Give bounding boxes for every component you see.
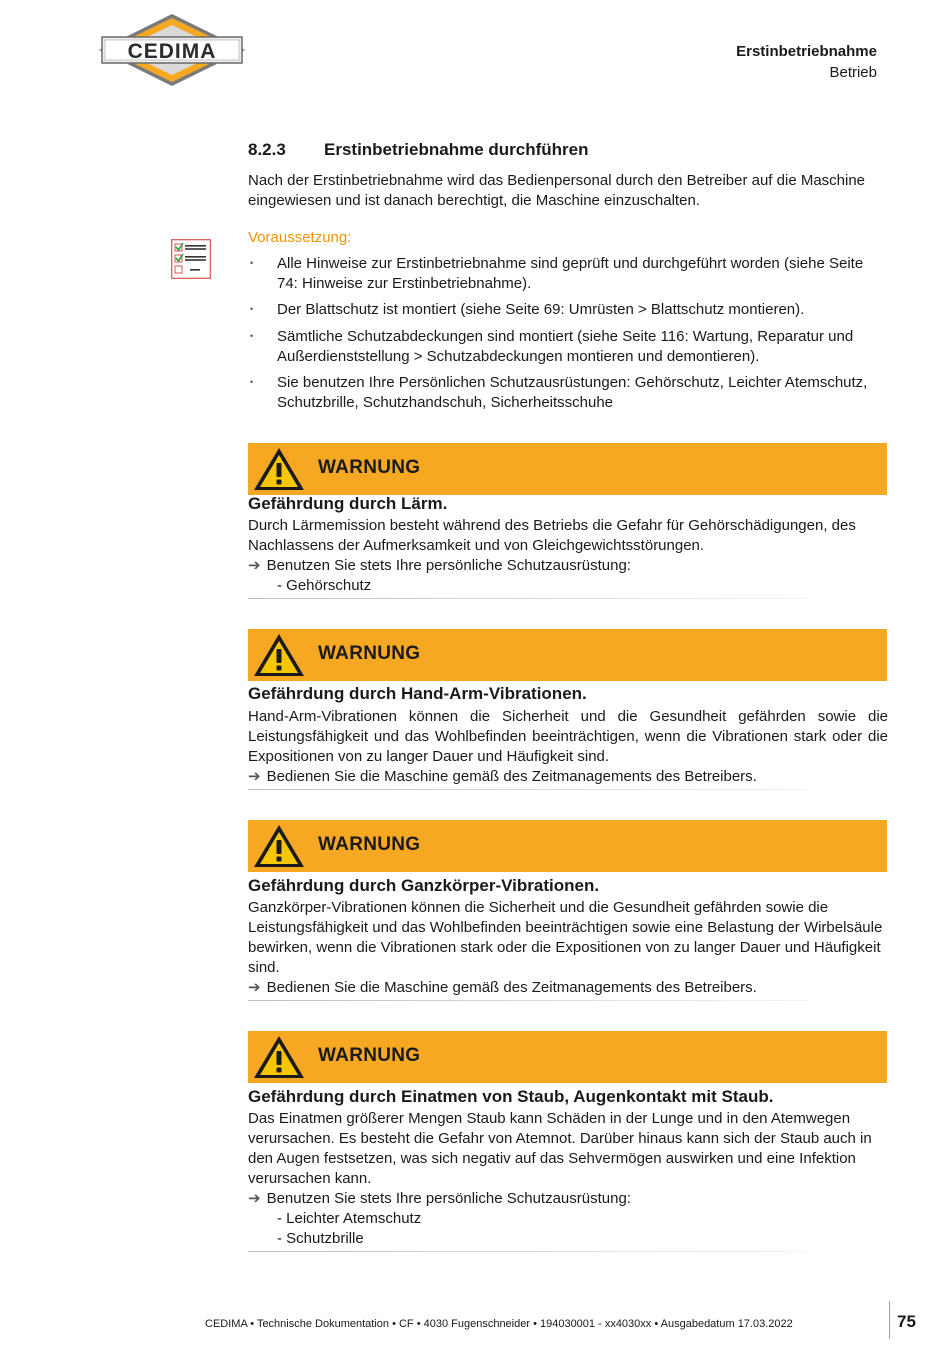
section-title: Erstinbetriebnahme durchführen: [324, 140, 589, 159]
warning-triangle-icon: [252, 632, 306, 678]
warning-sub-item: - Schutzbrille: [277, 1230, 364, 1247]
logo-text: CEDIMA: [127, 40, 217, 63]
separator: [248, 598, 808, 599]
warning-action: [248, 767, 757, 787]
page-number: 75: [897, 1312, 916, 1331]
footer-divider: [889, 1301, 890, 1339]
warning-triangle-icon: [252, 446, 306, 492]
footer-text: CEDIMA • Technische Dokumentation • CF • 4030 Fugenschneider • 194030001 - xx4030xx • Ausgabedatum 17.03.2022: [205, 1318, 793, 1330]
arrow-right-icon: ➔: [248, 979, 261, 996]
separator: [248, 1000, 808, 1001]
warning-label: WARNUNG: [318, 457, 421, 478]
section-number: 8.2.3: [248, 140, 286, 159]
prerequisite-item: Alle Hinweise zur Erstinbetriebnahme sind geprüft und durchgeführt worden (siehe Seite 74: Hinweise zur Erstinbetriebnahme).: [277, 255, 864, 292]
warning-triangle-icon: [252, 1034, 306, 1080]
warning-heading: Gefährdung durch Einatmen von Staub, Augenkontakt mit Staub.: [248, 1087, 774, 1106]
bullet-icon: •: [250, 304, 254, 314]
arrow-right-icon: ➔: [248, 557, 261, 574]
warning-heading: Gefährdung durch Lärm.: [248, 494, 448, 513]
arrow-right-icon: ➔: [248, 1190, 261, 1207]
separator: [248, 1251, 808, 1252]
warning-label: WARNUNG: [318, 643, 421, 664]
bullet-icon: •: [250, 258, 254, 268]
header-title: Erstinbetriebnahme: [736, 43, 877, 60]
warning-action-text: Benutzen Sie stets Ihre persönliche Schutzausrüstung:: [266, 557, 631, 574]
warning-action: [248, 556, 631, 576]
section-intro: Nach der Erstinbetriebnahme wird das Bedienpersonal durch den Betreiber auf die Maschine eingewiesen und ist danach berechtigt, die Maschine einzuschalten.: [248, 172, 866, 209]
cedima-logo: [98, 13, 246, 87]
warning-action: [248, 978, 757, 998]
prerequisite-item: Sämtliche Schutzabdeckungen sind montiert (siehe Seite 116: Wartung, Reparatur und Außerdienststellung > Schutzabdeckungen montieren und demontieren).: [277, 328, 854, 365]
warning-text: Ganzkörper-Vibrationen können die Sicherheit und die Gesundheit gefährden sowie die Leistungsfähigkeit und das Wohlbefinden beeinträchtigen sowie eine Belastung der Wirbelsäule bewirken, wenn die Vibrationen stark oder die Expositionen von zu langer Dauer und Häufigkeit sind.: [248, 899, 883, 976]
header-subtitle: Betrieb: [829, 64, 877, 81]
warning-text: Durch Lärmemission besteht während des Betriebs die Gefahr für Gehörschädigungen, des Nachlassens der Aufmerksamkeit und von Gleichgewichtsstörungen.: [248, 517, 856, 554]
warning-bar: [248, 820, 887, 872]
warning-action: [248, 1189, 631, 1209]
warning-sub-item: - Gehörschutz: [277, 577, 372, 594]
bullet-icon: •: [250, 331, 254, 341]
warning-bar: [248, 629, 887, 681]
warning-label: WARNUNG: [318, 1045, 421, 1066]
prerequisite-item: Der Blattschutz ist montiert (siehe Seite 69: Umrüsten > Blattschutz montieren).: [277, 301, 805, 318]
warning-action-text: Benutzen Sie stets Ihre persönliche Schutzausrüstung:: [266, 1190, 631, 1207]
separator: [248, 789, 808, 790]
warning-heading: Gefährdung durch Ganzkörper-Vibrationen.: [248, 876, 600, 895]
warning-action-text: Bedienen Sie die Maschine gemäß des Zeitmanagements des Betreibers.: [266, 768, 757, 785]
warning-text: Hand-Arm-Vibrationen können die Sicherheit und die Gesundheit gefährden sowie die Leistungsfähigkeit und das Wohlbefinden beeinträchtigen, wenn die Vibrationen stark oder die Expositionen von zu langer Dauer und Häufigkeit sind.: [248, 708, 888, 765]
prerequisite-label: Voraussetzung:: [248, 229, 352, 246]
prerequisite-item: Sie benutzen Ihre Persönlichen Schutzausrüstungen: Gehörschutz, Leichter Atemschutz, Schutzbrille, Schutzhandschuh, Sicherheitsschuhe: [277, 374, 868, 411]
warning-heading: Gefährdung durch Hand-Arm-Vibrationen.: [248, 684, 587, 703]
arrow-right-icon: ➔: [248, 768, 261, 785]
warning-action-text: Bedienen Sie die Maschine gemäß des Zeitmanagements des Betreibers.: [266, 979, 757, 996]
warning-triangle-icon: [252, 823, 306, 869]
warning-text: Das Einatmen größerer Mengen Staub kann Schäden in der Lunge und in den Atemwegen verursachen. Es besteht die Gefahr von Atemnot. Darüber hinaus kann sich der Staub auch in den Augen festsetzen, was sich negativ auf das Sehvermögen auswirken und eine Infektion verursachen kann.: [248, 1110, 872, 1187]
warning-bar: [248, 443, 887, 495]
warning-bar: [248, 1031, 887, 1083]
warning-label: WARNUNG: [318, 834, 421, 855]
checklist-icon: [171, 239, 211, 279]
warning-sub-item: - Leichter Atemschutz: [277, 1210, 422, 1227]
bullet-icon: •: [250, 377, 254, 387]
